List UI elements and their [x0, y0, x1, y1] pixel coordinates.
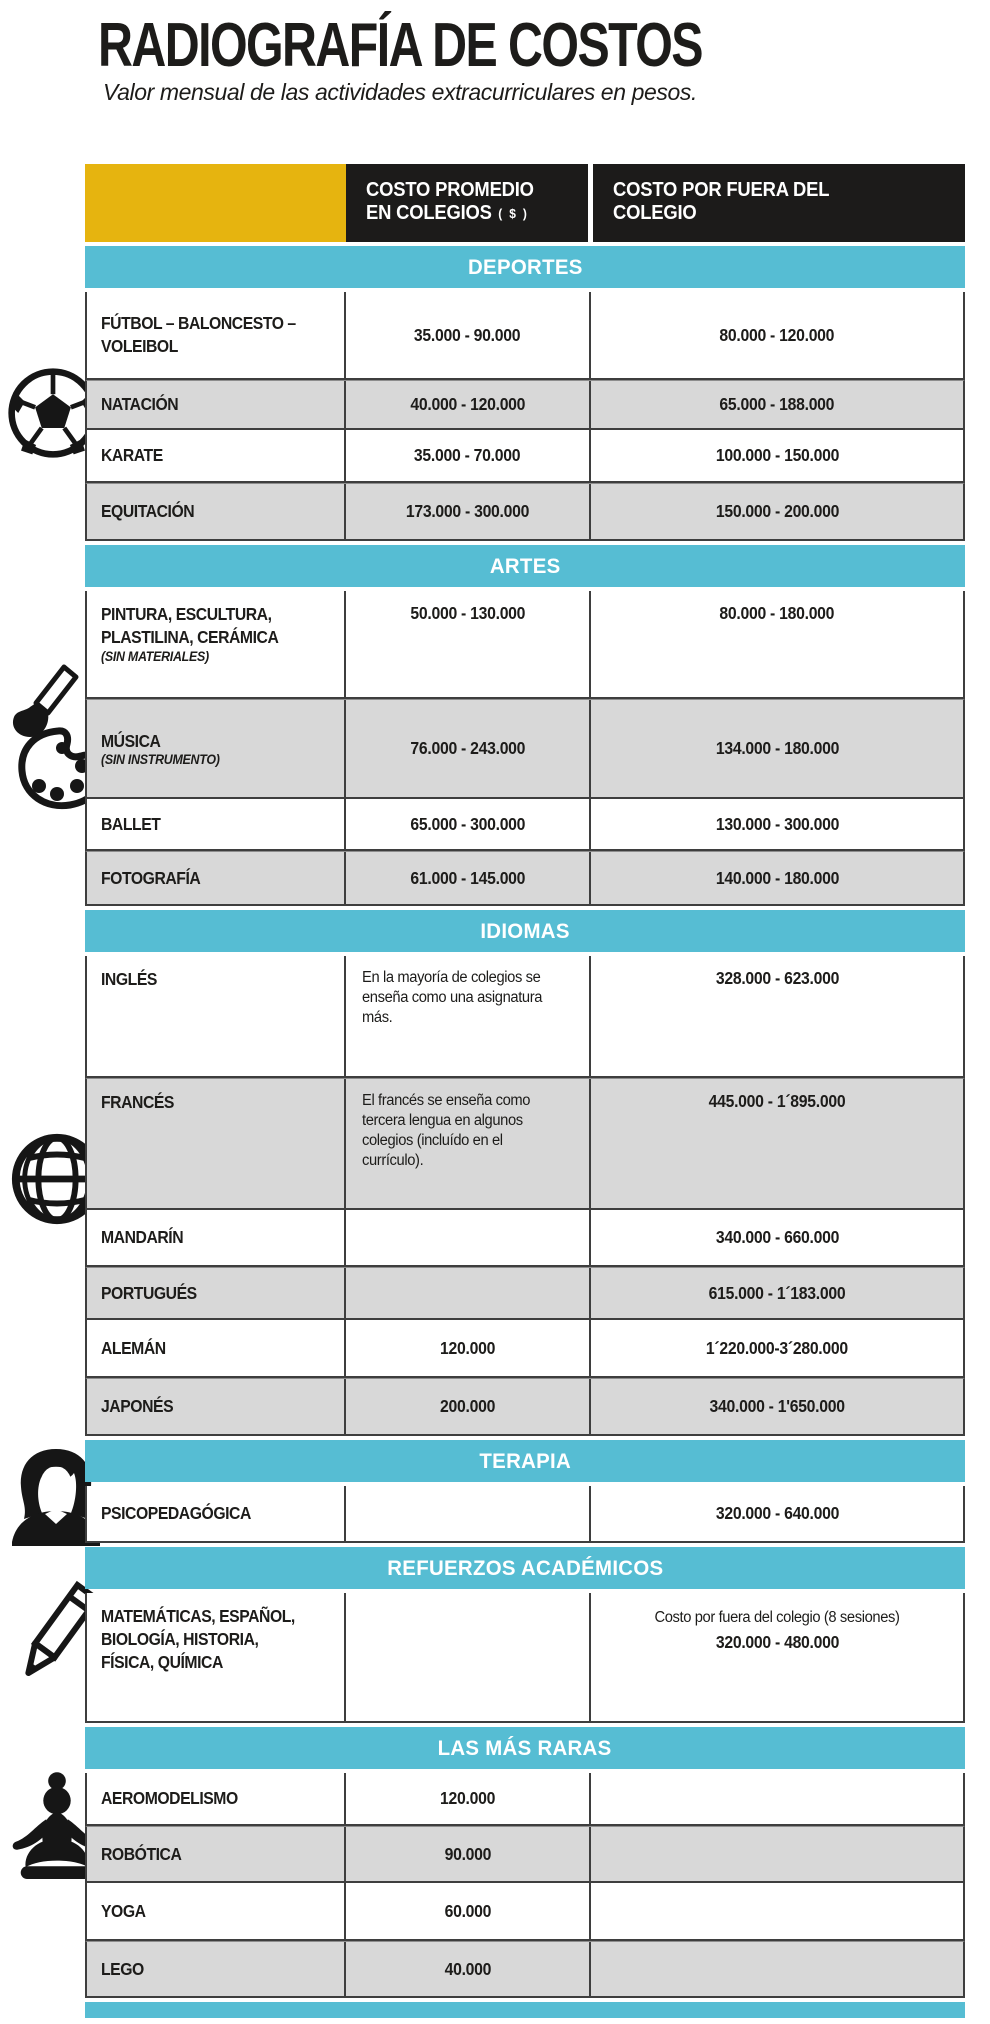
table-row-mandarin	[85, 1210, 965, 1267]
school-cost-cell	[346, 1942, 591, 1996]
school-cost-value: 40.000 - 120.000	[410, 394, 525, 414]
school-cost-value: 35.000 - 70.000	[414, 445, 521, 465]
section-bar-refuerzos-academicos	[85, 1547, 965, 1589]
outside-cost-cell	[591, 1320, 963, 1376]
section-label: REFUERZOS ACADÉMICOS	[386, 1555, 664, 1580]
activity-name: PORTUGUÉS	[101, 1282, 197, 1303]
outside-cost-cell	[591, 799, 963, 849]
school-cost-cell	[346, 1268, 591, 1318]
school-cost-value: 120.000	[439, 1788, 496, 1808]
school-cost-cell	[346, 591, 591, 697]
table-row-robotica	[85, 1826, 965, 1883]
activity-cell	[87, 1320, 346, 1376]
school-cost-cell	[346, 1773, 591, 1824]
header-cell-school-cost	[346, 164, 593, 242]
school-cost-header-line1: COSTO PROMEDIO	[366, 179, 534, 201]
table-row-aleman	[85, 1320, 965, 1378]
school-cost-cell	[346, 1593, 591, 1721]
header	[0, 0, 800, 106]
table-body	[85, 246, 965, 1998]
activity-cell	[87, 292, 346, 378]
school-cost-value: 120.000	[439, 1337, 496, 1358]
activity-cell	[87, 591, 346, 697]
activity-cell	[87, 1827, 346, 1881]
costs-table	[85, 164, 965, 2018]
bottom-accent-bar	[85, 2002, 965, 2018]
section-label: IDIOMAS	[480, 918, 570, 943]
activity-name: INGLÉS	[101, 969, 157, 989]
activity-cell	[87, 1079, 346, 1208]
school-cost-cell	[346, 700, 591, 797]
activity-name: LEGO	[101, 1958, 144, 1979]
school-cost-cell	[346, 1827, 591, 1881]
school-cost-cell	[346, 1079, 591, 1208]
school-cost-cell	[346, 1379, 591, 1434]
table-row-frances	[85, 1078, 965, 1210]
school-cost-value: 65.000 - 300.000	[410, 813, 525, 834]
school-cost-value: 35.000 - 90.000	[414, 324, 521, 345]
outside-cost-value: 80.000 - 120.000	[719, 324, 835, 345]
outside-cost-value: 100.000 - 150.000	[715, 445, 839, 465]
activity-name: ALEMÁN	[101, 1337, 166, 1358]
activity-cell	[87, 381, 346, 428]
activity-note: (SIN MATERIALES)	[101, 648, 209, 664]
activity-name: PINTURA, ESCULTURA, PLASTILINA, CERÁMICA	[101, 604, 279, 647]
school-cost-cell	[346, 381, 591, 428]
table-row-lego	[85, 1941, 965, 1998]
table-row-futbol-baloncesto-voleibol	[85, 292, 965, 380]
activity-cell	[87, 1268, 346, 1318]
table-row-equitacion	[85, 483, 965, 541]
outside-cost-cell	[591, 292, 963, 378]
activity-name: NATACIÓN	[101, 394, 179, 415]
outside-cost-value: 150.000 - 200.000	[715, 501, 839, 521]
school-cost-value: 40.000	[444, 1958, 491, 1979]
activity-name: YOGA	[101, 1900, 146, 1921]
section-label: LAS MÁS RARAS	[438, 1735, 612, 1760]
activity-cell	[87, 799, 346, 849]
activity-name: EQUITACIÓN	[101, 501, 195, 522]
activity-name: KARATE	[101, 445, 163, 466]
activity-cell	[87, 956, 346, 1076]
school-cost-cell	[346, 1210, 591, 1265]
table-row-natacion	[85, 380, 965, 430]
table-row-fotografia	[85, 851, 965, 906]
outside-cost-value: 320.000 - 640.000	[715, 1503, 839, 1523]
activity-name: MÚSICA	[101, 730, 161, 751]
school-cost-value: 61.000 - 145.000	[410, 867, 525, 888]
table-row-karate	[85, 430, 965, 483]
outside-cost-cell	[591, 1486, 963, 1541]
activity-name: PSICOPEDAGÓGICA	[101, 1503, 251, 1524]
school-cost-cell	[346, 292, 591, 378]
school-cost-cell	[346, 1320, 591, 1376]
activity-note: (SIN INSTRUMENTO)	[101, 752, 220, 768]
school-cost-cell	[346, 956, 591, 1076]
table-row-matematicas-espanol-biologia	[85, 1593, 965, 1723]
school-cost-value: 50.000 - 130.000	[410, 603, 525, 623]
table-row-ingles	[85, 956, 965, 1078]
table-row-pintura-escultura-plastilina	[85, 591, 965, 699]
school-cost-value: 76.000 - 243.000	[410, 738, 525, 758]
outside-cost-value: 65.000 - 188.000	[719, 394, 835, 414]
activity-name: FÚTBOL – BALONCESTO – VOLEIBOL	[101, 313, 296, 356]
outside-cost-cell	[591, 1942, 963, 1996]
section-label: TERAPIA	[479, 1448, 571, 1473]
outside-cost-cell	[591, 1210, 963, 1265]
activity-cell	[87, 484, 346, 539]
activity-cell	[87, 1593, 346, 1721]
activity-cell	[87, 1379, 346, 1434]
activity-name: MANDARÍN	[101, 1227, 184, 1248]
table-row-japones	[85, 1378, 965, 1436]
school-cost-cell	[346, 430, 591, 481]
outside-cost-cell	[591, 1379, 963, 1434]
outside-cost-value: 130.000 - 300.000	[715, 813, 839, 834]
activity-name: JAPONÉS	[101, 1396, 174, 1417]
activity-cell	[87, 1942, 346, 1996]
outside-note-text: Costo por fuera del colegio (8 sesiones)	[654, 1609, 900, 1626]
section-label: ARTES	[489, 553, 561, 578]
activity-name: BALLET	[101, 813, 161, 834]
table-row-aeromodelismo	[85, 1773, 965, 1826]
outside-cost-cell	[591, 852, 963, 904]
section-bar-deportes	[85, 246, 965, 288]
outside-cost-cell	[591, 430, 963, 481]
table-row-musica	[85, 699, 965, 799]
activity-cell	[87, 1486, 346, 1541]
section-bar-las-mas-raras	[85, 1727, 965, 1769]
section-label: DEPORTES	[467, 254, 583, 279]
outside-cost-cell	[591, 1883, 963, 1939]
outside-cost-value: 140.000 - 180.000	[715, 867, 839, 888]
section-bar-artes	[85, 545, 965, 587]
outside-cost-cell	[591, 591, 963, 697]
outside-cost-cell	[591, 1827, 963, 1881]
activity-name: FRANCÉS	[101, 1092, 174, 1112]
table-row-psicopedagogica	[85, 1486, 965, 1543]
section-bar-idiomas	[85, 910, 965, 952]
outside-cost-cell	[591, 956, 963, 1076]
activity-name: FOTOGRAFÍA	[101, 867, 201, 888]
activity-cell	[87, 1773, 346, 1824]
outside-cost-cell	[591, 1268, 963, 1318]
currency-unit: ( $ )	[498, 206, 529, 221]
activity-name: ROBÓTICA	[101, 1843, 182, 1864]
outside-cost-cell	[591, 1079, 963, 1208]
outside-cost-value: 80.000 - 180.000	[719, 603, 835, 623]
school-cost-value: 200.000	[439, 1396, 496, 1416]
outside-cost-value: 445.000 - 1´895.000	[708, 1091, 846, 1111]
outside-cost-value: 615.000 - 1´183.000	[708, 1282, 846, 1303]
school-note-text: El francés se enseña como tercera lengua en algunos colegios (incluído en el currículo).	[362, 1092, 531, 1170]
school-cost-value: 60.000	[444, 1900, 491, 1921]
header-cell-outside-cost	[593, 164, 965, 242]
school-cost-cell	[346, 799, 591, 849]
activity-cell	[87, 430, 346, 481]
page-title: RADIOGRAFÍA DE COSTOS	[97, 11, 703, 80]
outside-cost-cell	[591, 484, 963, 539]
outside-cost-cell	[591, 1593, 963, 1721]
table-row-ballet	[85, 799, 965, 851]
outside-cost-value: 134.000 - 180.000	[715, 738, 839, 758]
school-cost-header-line2: EN COLEGIOS ( $ )	[366, 202, 529, 224]
table-row-portugues	[85, 1267, 965, 1320]
activity-cell	[87, 1210, 346, 1265]
header-cell-activity	[85, 164, 346, 242]
outside-cost-value: 328.000 - 623.000	[715, 968, 839, 988]
table-header-row	[85, 164, 965, 242]
activity-cell	[87, 852, 346, 904]
school-cost-cell	[346, 1486, 591, 1541]
activity-name: MATEMÁTICAS, ESPAÑOL, BIOLOGÍA, HISTORIA, FÍSICA, QUÍMICA	[101, 1606, 295, 1672]
outside-cost-value: 320.000 - 480.000	[715, 1632, 839, 1652]
outside-cost-value: 340.000 - 660.000	[715, 1227, 839, 1247]
outside-cost-header-line2: COLEGIO	[613, 202, 697, 224]
section-bar-terapia	[85, 1440, 965, 1482]
school-cost-cell	[346, 852, 591, 904]
activity-cell	[87, 1883, 346, 1939]
school-cost-value: 90.000	[444, 1843, 491, 1864]
school-cost-cell	[346, 1883, 591, 1939]
outside-cost-cell	[591, 1773, 963, 1824]
outside-cost-header-line1: COSTO POR FUERA DEL	[613, 179, 830, 201]
table-row-yoga	[85, 1883, 965, 1941]
outside-cost-cell	[591, 700, 963, 797]
page-subtitle: Valor mensual de las actividades extracurriculares en pesos.	[103, 79, 697, 106]
outside-cost-value: 340.000 - 1'650.000	[709, 1396, 845, 1416]
activity-cell	[87, 700, 346, 797]
school-cost-value: 173.000 - 300.000	[405, 501, 530, 521]
school-cost-cell	[346, 484, 591, 539]
outside-cost-value: 1´220.000-3´280.000	[705, 1337, 848, 1358]
activity-name: AEROMODELISMO	[101, 1788, 238, 1809]
outside-cost-cell	[591, 381, 963, 428]
school-note-text: En la mayoría de colegios se enseña como una asignatura más.	[362, 969, 543, 1027]
